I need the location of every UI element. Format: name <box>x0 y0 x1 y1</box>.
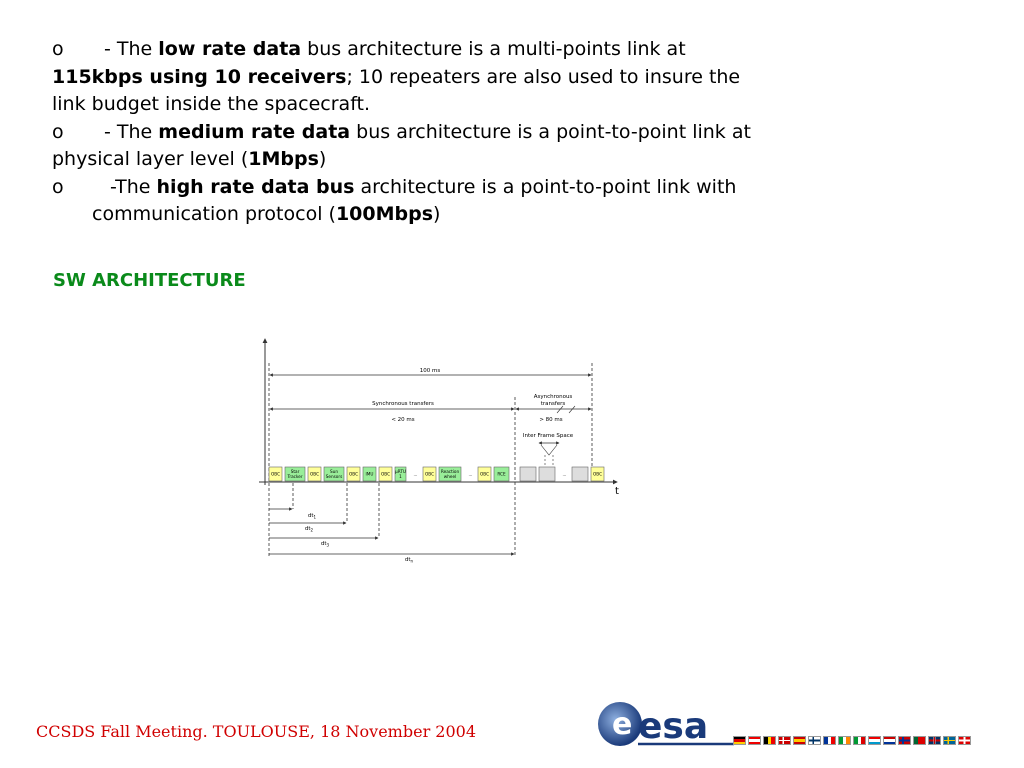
bullet-1-line3 <box>52 91 952 119</box>
member-state-flags-icon <box>733 736 971 745</box>
label-dt3: $dt_3$ <box>320 541 330 548</box>
block-label: ... <box>468 471 473 477</box>
flag-uk-icon <box>928 736 941 745</box>
label-gt80: > 80 ms <box>539 417 563 423</box>
flag-portugal-icon <box>913 736 926 745</box>
text-run: physical layer level ( <box>52 148 249 170</box>
text-run: link budget inside the spacecraft. <box>52 93 371 115</box>
bullet-marker: o <box>52 120 64 143</box>
frame-block-12 <box>478 467 491 481</box>
svg-text:e: e <box>612 707 633 742</box>
time-axis-label: t <box>615 486 619 497</box>
text-run: -The <box>104 175 157 198</box>
block-label: IMU <box>365 471 374 477</box>
block-label: OBC <box>270 471 281 477</box>
flag-spain-icon <box>793 736 806 745</box>
frame-block-9 <box>423 467 436 481</box>
bullet-list <box>52 36 952 229</box>
label-dt2: $dt_2$ <box>304 526 314 533</box>
frame-block-10 <box>439 467 461 481</box>
ifs-callout <box>541 445 557 455</box>
frame-block-13 <box>494 467 509 481</box>
frame-block-0 <box>269 467 282 481</box>
frame-block-2 <box>308 467 321 481</box>
bold-text: 1Mbps <box>248 148 319 170</box>
block-label: OBC <box>309 471 320 477</box>
label-async-1: Asynchronous <box>533 394 573 400</box>
bullet-3-line1 <box>52 174 952 202</box>
text-run: - The <box>104 120 159 143</box>
label-ifs: Inter Frame Space <box>522 433 574 439</box>
label-100ms: 100 ms <box>419 368 441 374</box>
text-run: - The <box>104 38 159 60</box>
bold-text: low rate data <box>158 38 302 60</box>
flag-sweden-icon <box>943 736 956 745</box>
flag-switzerland-icon <box>958 736 971 745</box>
block-label: OBC <box>479 471 490 477</box>
frame-block-6 <box>379 467 392 481</box>
text-run: ; 10 repeaters are also used to insure the <box>346 65 741 88</box>
flag-italy-icon <box>853 736 866 745</box>
label-dt1: $dt_1$ <box>307 513 317 520</box>
break-mark-1 <box>557 406 563 413</box>
flag-france-icon <box>823 736 836 745</box>
frame-block-5 <box>363 467 376 481</box>
label-sync: Synchronous transfers <box>372 401 434 407</box>
block-label: Tracker <box>287 474 303 479</box>
text-run: communication protocol ( <box>92 203 336 225</box>
bullet-marker: o <box>52 38 64 60</box>
flag-finland-icon <box>808 736 821 745</box>
text-run: bus architecture is a multi-points link at <box>301 38 686 60</box>
label-async-2: transfers <box>540 401 566 407</box>
label-dtn: $dt_n$ <box>404 557 414 564</box>
flag-ireland-icon <box>838 736 851 745</box>
frame-block-1 <box>285 467 305 481</box>
frame-block-17 <box>572 467 588 481</box>
bold-text: 115kbps using 10 receivers <box>52 65 347 88</box>
block-label: OBC <box>424 471 435 477</box>
block-label: OBC <box>348 471 359 477</box>
flag-austria-icon <box>748 736 761 745</box>
bold-text: medium rate data <box>158 120 351 143</box>
esa-logo-text: esa <box>638 706 709 747</box>
block-label: µRTU <box>395 469 406 474</box>
frame-block-3 <box>324 467 344 481</box>
bullet-1-line1 <box>52 36 952 64</box>
block-label: ... <box>413 471 418 477</box>
bullet-2-line2 <box>52 146 952 174</box>
bullet-marker: o <box>52 175 64 198</box>
bullet-1-line2 <box>52 64 952 92</box>
text-run: architecture is a point-to-point link with <box>354 175 737 198</box>
bullet-2-line1 <box>52 119 952 147</box>
block-label: Reaction <box>440 469 460 474</box>
block-label: wheel <box>443 474 457 479</box>
footer-text: CCSDS Fall Meeting. TOULOUSE, 18 November 2004 <box>36 722 477 741</box>
frame-block-16 <box>563 472 567 477</box>
frame-block-15 <box>539 467 555 481</box>
flag-netherlands-icon <box>883 736 896 745</box>
frame-block-4 <box>347 467 360 481</box>
frame-blocks <box>269 467 604 481</box>
frame-block-7 <box>395 467 406 481</box>
text-run: bus architecture is a point-to-point link at <box>350 120 751 143</box>
block-label: 1 <box>399 474 402 479</box>
bold-text: high rate data bus <box>156 175 355 198</box>
frame-block-11 <box>469 472 473 477</box>
frame-block-18 <box>591 467 604 481</box>
block-label: Sensors <box>325 474 343 479</box>
esa-logo-icon <box>596 694 736 750</box>
flag-belgium-icon <box>763 736 776 745</box>
sw-architecture-timing-diagram <box>255 335 630 575</box>
text-run: ) <box>433 203 441 225</box>
label-lt20: < 20 ms <box>391 417 415 423</box>
frame-block-8 <box>414 472 418 477</box>
block-label: Sun <box>330 469 338 474</box>
break-mark-2 <box>569 406 575 413</box>
block-label: OBC <box>380 471 391 477</box>
flag-norway-icon <box>898 736 911 745</box>
flag-denmark-icon <box>778 736 791 745</box>
block-label: ... <box>562 471 567 477</box>
bullet-3-line2 <box>52 201 952 229</box>
frame-block-14 <box>520 467 536 481</box>
block-label: RCE <box>497 471 506 477</box>
block-label: OBC <box>592 471 603 477</box>
bold-text: 100Mbps <box>335 203 434 225</box>
flag-luxembourg-icon <box>868 736 881 745</box>
text-run: ) <box>318 148 327 170</box>
section-title: SW ARCHITECTURE <box>53 270 246 291</box>
block-label: Star <box>290 469 300 474</box>
flag-germany-icon <box>733 736 746 745</box>
